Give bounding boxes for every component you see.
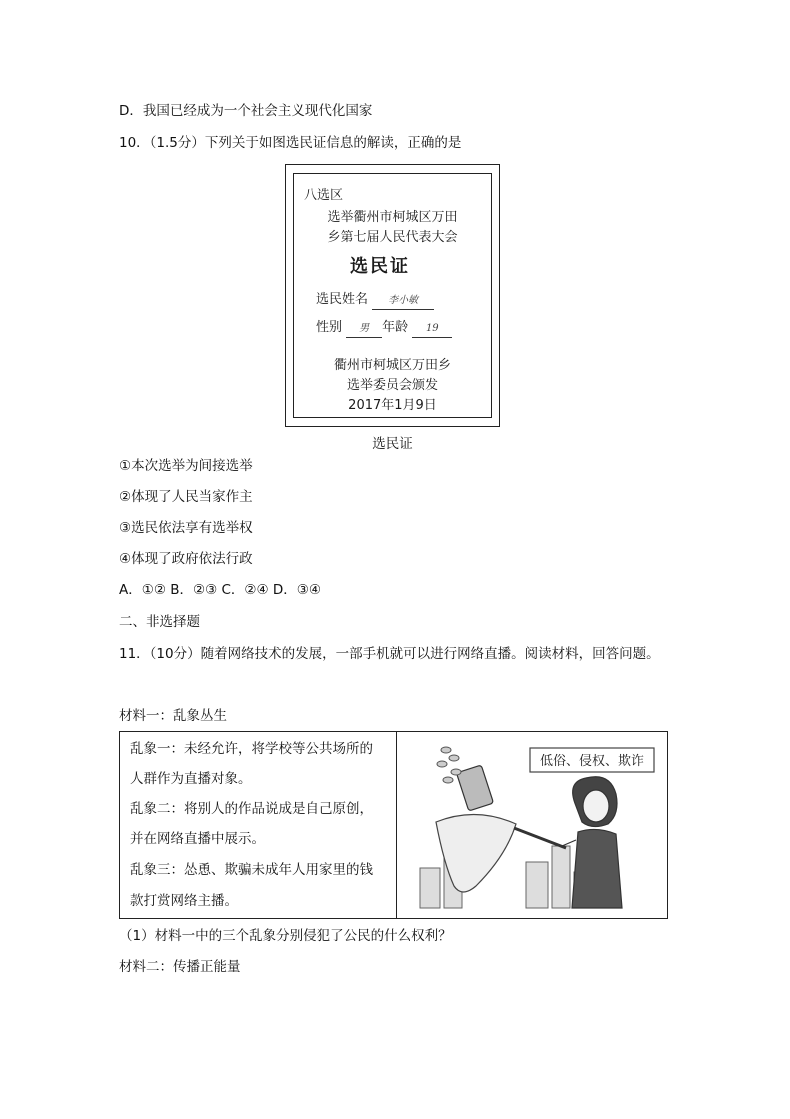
card-issuer-line1: 衢州市柯城区万田乡: [333, 358, 451, 373]
sign-text: 低俗、侵权、欺诈: [539, 754, 645, 769]
figure-caption: 选民证: [372, 436, 413, 452]
statement-3: ③选民依法享有选举权: [119, 520, 253, 536]
section-heading: 二、非选择题: [119, 614, 200, 630]
card-heading: 选民证: [350, 256, 410, 277]
material-1-heading: 材料一：乱象丛生: [119, 708, 227, 724]
option-d: D．我国已经成为一个社会主义现代化国家: [119, 103, 373, 119]
card-title-line2: 乡第七届人民代表大会: [327, 230, 458, 245]
table-text-line: 乱象二：将别人的作品说成是自己原创，: [130, 801, 373, 817]
answer-choices: A．①② B．②③ C．②④ D．③④: [119, 582, 322, 598]
table-text-line: 并在网络直播中展示。: [130, 831, 265, 847]
sub-question-1: （1）材料一中的三个乱象分别侵犯了公民的什么权利？: [119, 928, 452, 944]
card-district: 八选区: [304, 188, 344, 203]
card-age-label: 年龄: [382, 320, 409, 335]
statement-1: ①本次选举为间接选举: [119, 458, 253, 474]
voter-card-figure: [285, 164, 500, 427]
card-issuer-line2: 选举委员会颁发: [346, 378, 438, 393]
card-gender-label: 性别: [316, 320, 343, 335]
card-title-line1: 选举衢州市柯城区万田: [327, 210, 458, 225]
card-name-label: 选民姓名: [316, 292, 369, 307]
cartoon-illustration: [406, 736, 664, 914]
statement-4: ④体现了政府依法行政: [119, 551, 253, 567]
card-gender-value: 男: [346, 321, 382, 338]
card-age-value: 19: [412, 321, 452, 338]
question-10: 10．（1.5分）下列关于如图选民证信息的解读，正确的是: [119, 135, 462, 151]
material-table: [119, 731, 668, 919]
statement-2: ②体现了人民当家作主: [119, 489, 253, 505]
card-name-value: 李小敏: [372, 293, 434, 310]
card-gender-age-row: [316, 320, 452, 338]
question-11: 11．（10分）随着网络技术的发展，一部手机就可以进行网络直播。阅读材料，回答问题。: [119, 646, 660, 662]
table-text-line: 乱象一：未经允许，将学校等公共场所的: [130, 741, 373, 757]
table-text-line: 款打赏网络主播。: [130, 893, 238, 909]
card-name-row: [316, 292, 434, 310]
material-2-heading: 材料二：传播正能量: [119, 959, 241, 975]
table-column-divider: [396, 732, 397, 918]
card-date: 2017年1月9日: [348, 398, 437, 413]
table-text-line: 乱象三：怂恿、欺骗未成年人用家里的钱: [130, 862, 373, 878]
voter-card-inner-frame: [293, 173, 492, 418]
table-text-line: 人群作为直播对象。: [130, 771, 252, 787]
